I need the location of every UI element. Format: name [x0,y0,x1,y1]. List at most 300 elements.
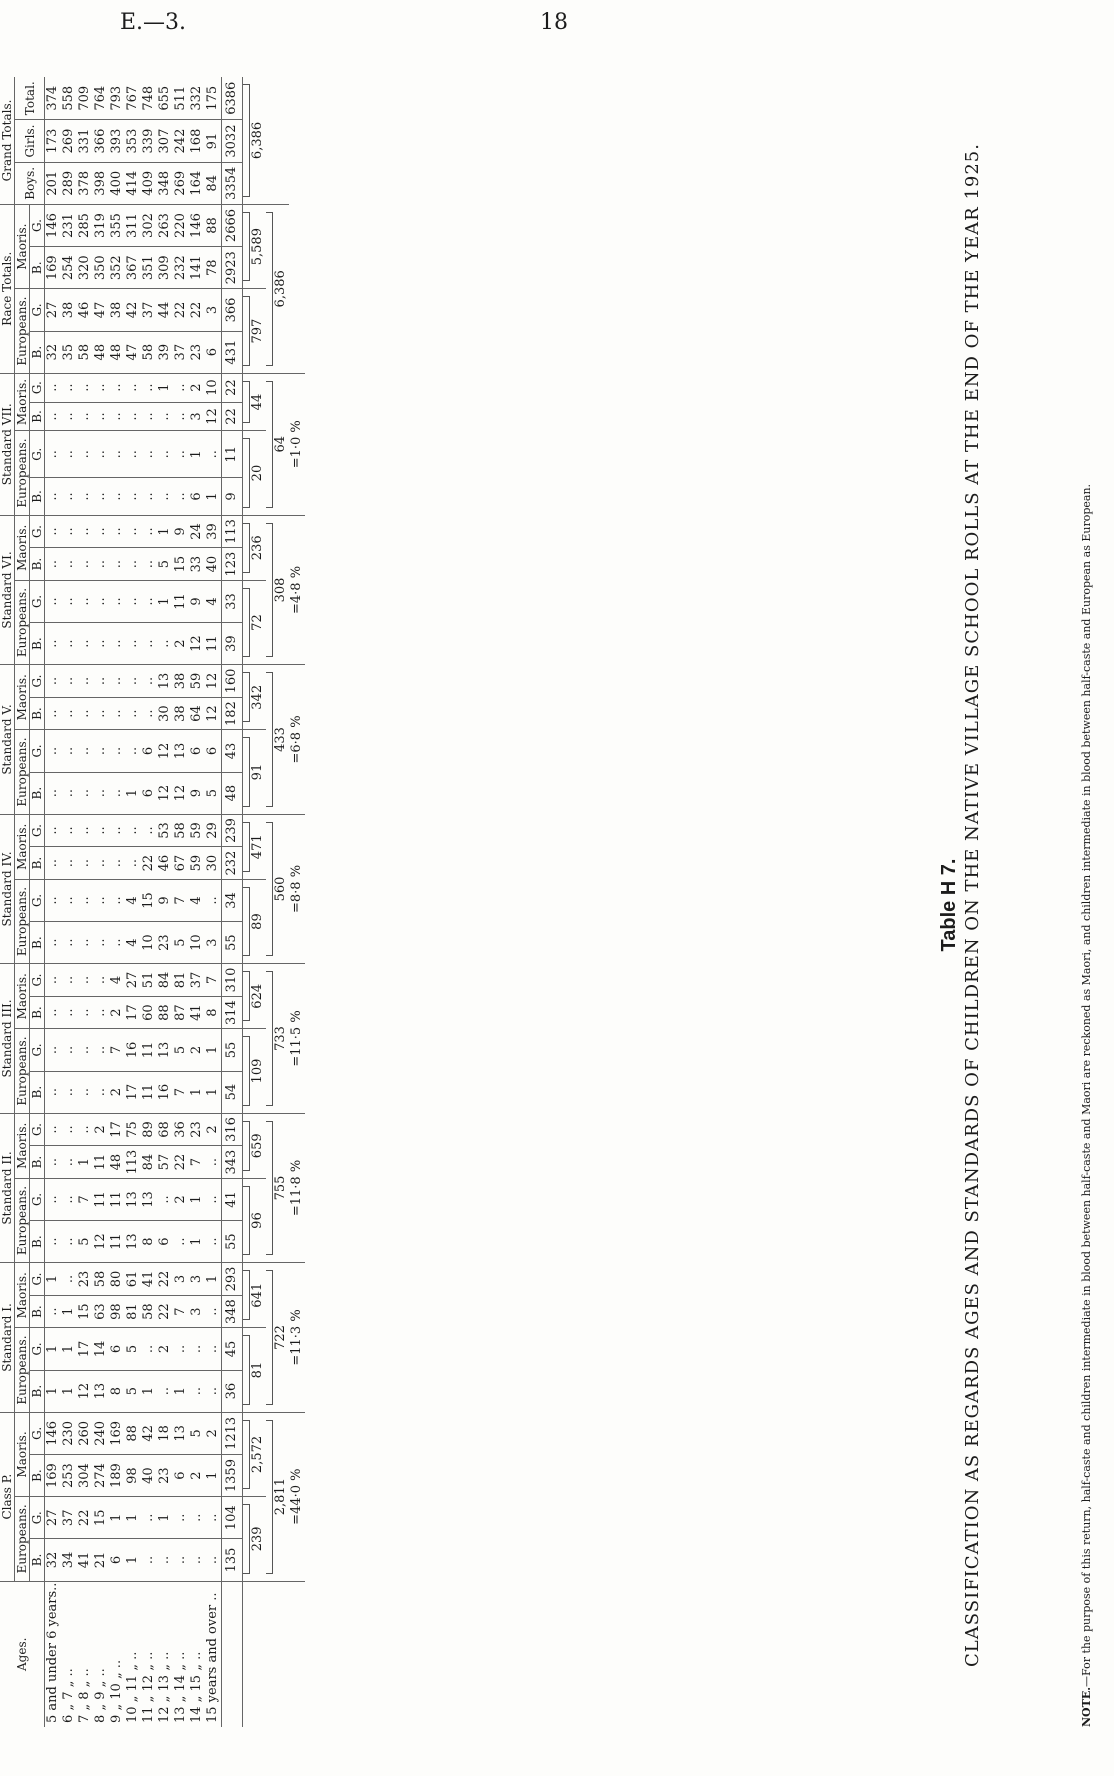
data-cell: 12 [189,623,205,665]
percent-cell: =6·8 % [289,665,305,815]
age-cell: 9 „ 10 „ .. [109,1659,124,1723]
data-cell: .. [125,730,141,772]
data-cell: 13 [173,730,189,772]
data-cell: 220 [173,204,189,246]
data-cell: .. [205,1146,222,1179]
data-cell: 12 [205,665,222,698]
ages-header: Ages. [0,1581,45,1727]
subtotal-value: 96 [250,1212,265,1229]
data-cell: 98 [109,1295,125,1328]
data-cell: 13 [173,1412,189,1454]
data-cell: 46 [77,289,93,331]
data-cell: .. [77,515,93,548]
data-cell: 59 [189,847,205,880]
group-header: Race Totals. [0,204,15,373]
data-cell: .. [125,697,141,730]
data-cell: 10 [189,922,205,964]
brace [266,1420,273,1574]
data-cell: 393 [109,120,125,162]
data-cell: 6 [189,730,205,772]
group-total-cell [266,373,289,515]
data-cell: 12 [157,772,173,814]
data-cell: .. [109,879,125,921]
data-cell: 414 [125,162,141,204]
subtotal-value: 89 [250,913,265,930]
data-cell: .. [141,580,157,622]
data-cell: .. [93,964,109,997]
data-cell: .. [61,1071,77,1113]
data-cell: 41 [77,1539,93,1581]
group-total-value: 2,811 [273,1478,288,1516]
data-cell: .. [125,623,141,665]
data-cell: 767 [125,77,141,120]
data-cell: 37 [61,1497,77,1539]
brace [243,381,250,424]
data-cell: 15 [173,548,189,581]
total-header: Total. [15,77,45,120]
brace [243,887,250,956]
europeans-header: Europeans. [15,1029,30,1113]
data-cell: 240 [93,1412,109,1454]
data-cell: .. [45,697,62,730]
data-cell: .. [77,814,93,847]
data-cell: .. [205,1497,222,1539]
data-cell: 16 [157,1071,173,1113]
data-cell: 1 [205,478,222,515]
data-cell: 61 [125,1263,141,1296]
maoris-header: Maoris. [15,964,30,1029]
data-cell: 23 [77,1263,93,1296]
data-cell: 655 [157,77,173,120]
data-cell: .. [157,431,173,478]
data-cell: .. [125,847,141,880]
data-cell: .. [109,548,125,581]
data-cell: 17 [125,1071,141,1113]
data-cell: .. [173,1539,189,1581]
percent-cell: =1·0 % [289,373,305,515]
subtotal-value: 624 [250,983,265,1009]
data-cell: 42 [141,1412,157,1454]
data-cell: 348 [157,162,173,204]
subtotal-cell [243,580,267,664]
data-cell: .. [77,665,93,698]
data-cell: 13 [125,1178,141,1220]
data-cell: 409 [141,162,157,204]
data-cell: 22 [189,289,205,331]
data-cell: 169 [45,247,62,289]
data-cell: 98 [125,1454,141,1496]
data-cell: .. [205,431,222,478]
data-cell: .. [45,772,62,814]
data-cell: .. [173,1221,189,1263]
data-cell: 232 [173,247,189,289]
data-cell: 4 [189,879,205,921]
data-cell: 3 [205,922,222,964]
data-cell: 400 [109,162,125,204]
data-cell: 169 [45,1454,62,1496]
data-cell: 367 [125,247,141,289]
girls-col-header: G. [30,1029,45,1071]
data-cell: 8 [141,1221,157,1263]
data-cell: 7 [205,964,222,997]
data-cell: .. [45,478,62,515]
data-cell: .. [141,478,157,515]
data-cell: 34 [61,1539,77,1581]
total-cell: 104 [222,1497,243,1539]
data-cell: .. [93,922,109,964]
data-cell: 27 [45,289,62,331]
data-cell: .. [93,730,109,772]
age-cell: 8 „ 9 „ .. [93,1668,108,1723]
total-cell: 22 [222,373,243,402]
maoris-header: Maoris. [15,204,30,288]
data-cell: 1 [61,1295,77,1328]
data-cell: 12 [157,730,173,772]
data-cell: 32 [45,1539,62,1581]
data-cell: 1 [157,580,173,622]
data-cell: .. [45,623,62,665]
data-cell: 29 [205,814,222,847]
boys-header: Boys. [15,162,45,204]
brace [243,672,250,722]
data-cell: 38 [109,289,125,331]
data-cell: .. [125,814,141,847]
total-cell: 366 [222,289,243,331]
data-cell: .. [109,478,125,515]
data-cell: .. [45,847,62,880]
data-cell: .. [157,1370,173,1412]
data-cell: .. [61,772,77,814]
group-header: Standard I. [0,1263,15,1413]
girls-col-header: G. [30,1328,45,1370]
data-cell: 51 [141,964,157,997]
europeans-header: Europeans. [15,730,30,814]
data-cell: .. [61,548,77,581]
data-cell: 3 [189,402,205,431]
total-cell: 36 [222,1370,243,1412]
subtotal-value: 109 [250,1058,265,1084]
data-cell: 511 [173,77,189,120]
data-cell: 2 [205,1113,222,1146]
data-cell: 11 [93,1146,109,1179]
subtotal-value: 239 [250,1526,265,1552]
page-number: 18 [540,10,568,35]
data-cell: 4 [109,964,125,997]
data-cell: .. [93,373,109,402]
data-cell: 146 [45,204,62,246]
data-cell: .. [61,373,77,402]
data-cell: 9 [173,515,189,548]
data-cell: 274 [93,1454,109,1496]
data-cell: .. [45,922,62,964]
data-cell: 5 [173,922,189,964]
data-cell: 269 [61,120,77,162]
data-cell: 75 [125,1113,141,1146]
data-cell: .. [45,1113,62,1146]
subtotal-cell [243,1328,267,1412]
brace [266,1121,273,1256]
age-cell: 7 „ 8 „ .. [77,1668,92,1723]
total-cell: 3354 [222,162,243,204]
data-cell: 1 [205,1454,222,1496]
data-cell: .. [61,1178,77,1220]
total-cell: 54 [222,1071,243,1113]
data-cell: .. [61,922,77,964]
group-total-value: 6,386 [273,270,288,308]
subtotal-value: 44 [250,393,265,411]
data-cell: .. [93,431,109,478]
data-cell: 201 [45,162,62,204]
note-text: —For the purpose of this return, half-caste and children intermediate in blood between half-caste and Maori are reckoned as Maori, and children intermediate in blood between half-caste and European as European. [1080,483,1093,1687]
data-cell: .. [125,478,141,515]
total-cell: 3032 [222,120,243,162]
total-cell: 55 [222,1221,243,1263]
group-total-cell [266,964,289,1114]
data-cell: 22 [157,1295,173,1328]
brace [243,296,250,365]
boys-col-header: B. [30,697,45,730]
data-cell: 42 [125,289,141,331]
total-cell: 316 [222,1113,243,1146]
subtotal-value: 2,572 [250,1435,265,1474]
girls-col-header: G. [30,730,45,772]
data-cell: 350 [93,247,109,289]
girls-col-header: G. [30,431,45,478]
data-cell: .. [61,730,77,772]
data-cell: 709 [77,77,93,120]
data-cell: 6 [173,1454,189,1496]
girls-col-header: G. [30,1263,45,1296]
data-cell: .. [109,730,125,772]
data-cell: 13 [141,1178,157,1220]
data-cell: 17 [109,1113,125,1146]
data-cell: 17 [125,996,141,1029]
data-cell: 12 [173,772,189,814]
data-cell: .. [77,431,93,478]
data-cell: 6 [205,730,222,772]
data-cell: .. [93,996,109,1029]
data-cell: 5 [189,1412,205,1454]
data-cell: .. [93,478,109,515]
data-cell: .. [61,697,77,730]
data-cell: .. [77,879,93,921]
subtotal-value: 5,589 [250,228,265,266]
data-cell: 1 [157,1497,173,1539]
data-cell: .. [61,580,77,622]
data-cell: .. [77,697,93,730]
total-cell: 232 [222,847,243,880]
data-cell: 146 [45,1412,62,1454]
boys-col-header: B. [30,1370,45,1412]
percent-cell: =11·8 % [289,1113,305,1263]
data-cell: 254 [61,247,77,289]
data-cell: .. [141,623,157,665]
data-cell: 13 [93,1370,109,1412]
subtotal-value: 342 [250,684,265,710]
table-row [157,77,173,1727]
data-cell: 302 [141,204,157,246]
boys-col-header: B. [30,1454,45,1496]
subtotal-cell [243,289,267,373]
data-cell: .. [93,580,109,622]
data-cell: 1 [157,515,173,548]
data-cell: .. [125,373,141,402]
subtotals-row [243,77,267,1727]
data-cell: 2 [173,623,189,665]
data-cell: .. [93,814,109,847]
data-cell: .. [125,402,141,431]
group-header: Standard III. [0,964,15,1114]
data-cell: 7 [77,1178,93,1220]
data-cell: 2 [109,996,125,1029]
brace [243,737,250,806]
percent-cell: =4·8 % [289,515,305,665]
data-cell: 11 [141,1071,157,1113]
data-cell: 59 [189,814,205,847]
data-cell: 189 [109,1454,125,1496]
data-cell: 3 [173,1263,189,1296]
data-cell: .. [157,1178,173,1220]
data-cell: 48 [93,331,109,373]
data-cell: 48 [109,1146,125,1179]
data-cell: 27 [125,964,141,997]
subtotal-cell [243,879,267,963]
group-total-value: 722 [273,1325,288,1350]
total-cell: 431 [222,331,243,373]
data-cell: 352 [109,247,125,289]
data-cell: .. [45,431,62,478]
group-total-value: 64 [273,435,288,453]
data-cell: .. [93,847,109,880]
subtotal-cell [243,431,267,515]
data-cell: .. [157,1539,173,1581]
data-cell: .. [77,964,93,997]
data-cell: 15 [93,1497,109,1539]
data-cell: .. [109,922,125,964]
data-cell: 1 [189,1071,205,1113]
data-cell: 269 [173,162,189,204]
data-cell: .. [157,623,173,665]
data-cell: 84 [205,162,222,204]
data-cell: 351 [141,247,157,289]
data-cell: 2 [93,1113,109,1146]
data-cell: 10 [141,922,157,964]
total-cell: 314 [222,996,243,1029]
data-cell: .. [77,1113,93,1146]
data-cell: 748 [141,77,157,120]
girls-col-header: G. [30,1178,45,1220]
data-cell: 168 [189,120,205,162]
data-cell: 5 [125,1370,141,1412]
data-cell: 24 [189,515,205,548]
data-cell: 17 [77,1328,93,1370]
data-cell: 8 [205,996,222,1029]
boys-col-header: B. [30,1221,45,1263]
age-cell: 11 „ 12 „ .. [141,1651,156,1723]
data-cell: 14 [93,1328,109,1370]
data-cell: .. [61,1029,77,1071]
data-cell: 11 [173,580,189,622]
data-cell: .. [93,665,109,698]
total-cell: 22 [222,402,243,431]
data-cell: .. [109,515,125,548]
group-total-cell [266,1263,289,1413]
data-cell: 38 [61,289,77,331]
boys-col-header: B. [30,996,45,1029]
data-cell: 7 [189,1146,205,1179]
data-cell: .. [141,814,157,847]
percent-cell: =8·8 % [289,814,305,964]
data-cell: 309 [157,247,173,289]
data-cell: .. [45,1295,62,1328]
data-cell: 2 [189,373,205,402]
data-cell: 33 [189,548,205,581]
data-cell: .. [125,515,141,548]
data-cell: .. [77,548,93,581]
data-cell: .. [125,580,141,622]
data-cell: 1 [109,1497,125,1539]
data-cell: 141 [189,247,205,289]
total-cell: 55 [222,922,243,964]
maoris-header: Maoris. [15,515,30,580]
data-cell: .. [61,964,77,997]
data-cell: .. [125,665,141,698]
total-cell: 123 [222,548,243,581]
group-total-cell [266,515,289,665]
data-cell: .. [109,580,125,622]
page-reference: E.—3. [120,10,187,35]
group-total-cell [266,1113,289,1263]
data-cell: 5 [157,548,173,581]
data-cell: .. [61,996,77,1029]
age-cell: 13 „ 14 „ .. [173,1651,188,1723]
data-cell: 164 [189,162,205,204]
boys-col-header: B. [30,402,45,431]
percent-cell: =11·3 % [289,1263,305,1413]
group-total-value: 733 [273,1026,288,1051]
brace [243,523,250,573]
data-cell: .. [45,1221,62,1263]
data-cell: 2 [157,1328,173,1370]
data-cell: .. [141,548,157,581]
data-cell: .. [93,402,109,431]
data-cell: 253 [61,1454,77,1496]
age-cell [289,1581,305,1727]
total-cell: 293 [222,1263,243,1296]
table-h7 [0,77,305,1727]
data-cell: 35 [61,331,77,373]
brace [243,1036,250,1105]
data-cell: 2 [205,1412,222,1454]
data-cell: .. [205,879,222,921]
age-cell: 12 „ 13 „ .. [157,1651,172,1723]
boys-col-header: B. [30,623,45,665]
data-cell: 47 [125,331,141,373]
data-cell: .. [77,772,93,814]
data-cell: 22 [173,289,189,331]
empty-cell [289,77,305,373]
data-cell: 10 [205,373,222,402]
data-cell: 44 [157,289,173,331]
data-cell: 11 [141,1029,157,1071]
data-cell: .. [205,1221,222,1263]
data-cell: 37 [173,331,189,373]
data-cell: 15 [141,879,157,921]
subtotal-value: 471 [250,834,265,860]
total-cell: 182 [222,697,243,730]
data-cell: .. [205,1328,222,1370]
data-cell: .. [45,1071,62,1113]
